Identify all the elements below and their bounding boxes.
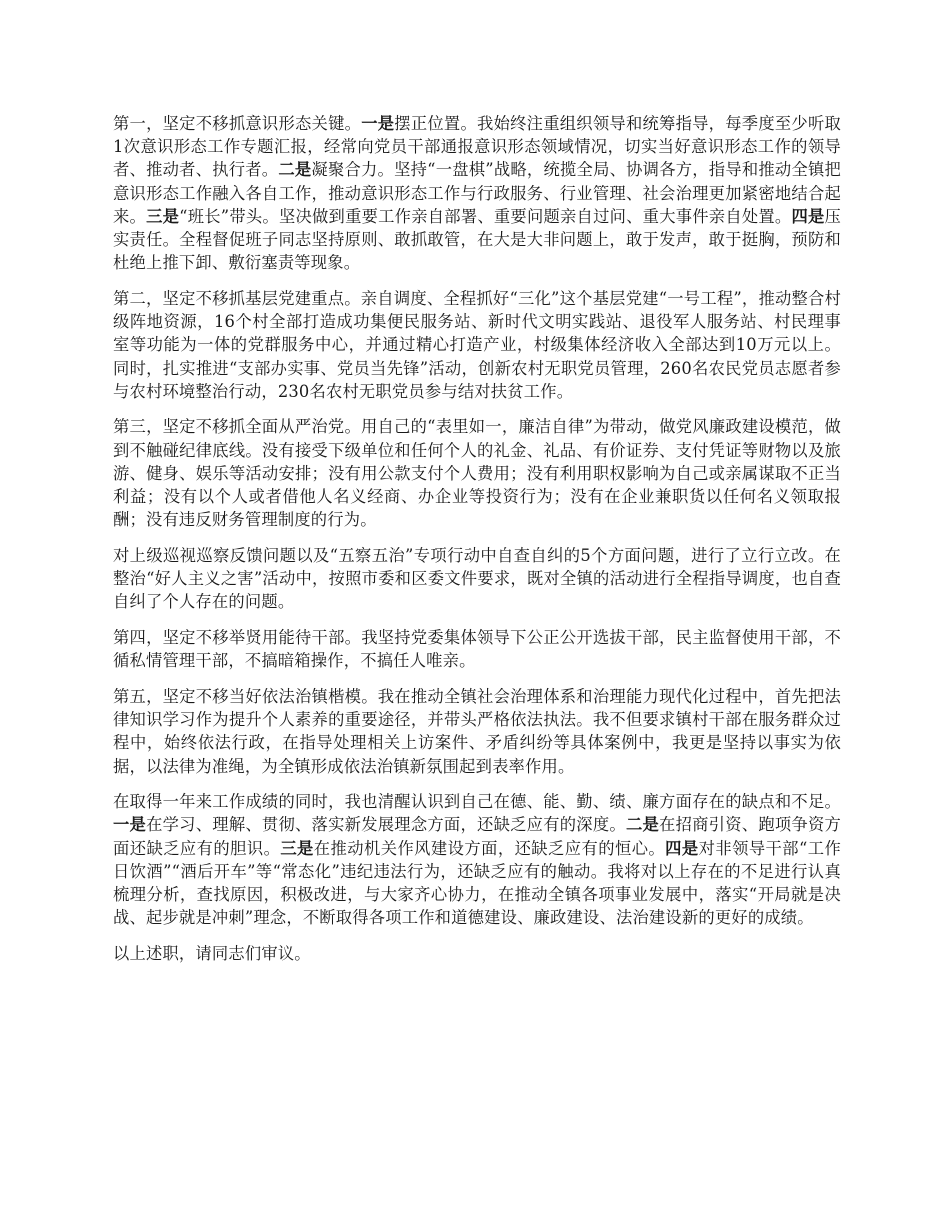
para-7-seg-7: 四是: [665, 838, 699, 858]
para-5-seg-0: 第四，坚定不移举贤用能待干部。我坚持党委集体领导下公正公开选拔干部，民主监督使用干部，不循私情管理干部，不搞暗箱操作，不搞任人唯亲。: [113, 628, 841, 671]
para-7-seg-1: 一是: [113, 815, 147, 835]
paragraph-ideology: [113, 112, 841, 274]
para-7-seg-5: 三是: [280, 838, 314, 858]
paragraph-shortcomings: [113, 790, 841, 929]
para-2-seg-0: 第二，坚定不移抓基层党建重点。亲自调度、全程抓好“三化”这个基层党建“一号工程”，推动整合村级阵地资源，16个村全部打造成功集便民服务站、新时代文明实践站、退役军人服务站、村民理事室等功能为一体的党群服务中心，并通过精心打造产业，村级集体经济收入全部达到10万元以上。同时，扎实推进“支部办实事、党员当先锋”活动，创新农村无职党员管理，260名农民党员志愿者参与农村环境整治行动，230名农村无职党员参与结对扶贫工作。: [113, 288, 841, 401]
document-body: [113, 112, 841, 978]
para-1-seg-0: 第一，坚定不移抓意识形态关键。: [113, 114, 362, 133]
para-1-seg-1: 一是: [361, 114, 395, 133]
para-7-seg-8: 对非领导干部“工作日饮酒”“酒后开车”等“常态化”违纪违法行为，还缺乏应有的触动。我将对以上存在的不足进行认真梳理分析，查找原因，积极改进，与大家齐心协力，在推动全镇各项事业发展中，落实“开局就是决战、起步就是冲刺”理念，不断取得各项工作和道德建设、廉政建设、法治建设新的更好的成绩。: [113, 838, 841, 928]
para-3-seg-0: 第三，坚定不移抓全面从严治党。用自己的“表里如一，廉洁自律”为带动，做党风廉政建设模范，做到不触碰纪律底线。没有接受下级单位和任何个人的礼金、礼品、有价证券、支付凭证等财物以及旅游、健身、娱乐等活动安排；没有用公款支付个人费用；没有利用职权影响为自己或亲属谋取不正当利益；没有以个人或者借他人名义经商、办企业等投资行为；没有在企业兼职货以任何名义领取报酬；没有违反财务管理制度的行为。: [113, 417, 841, 530]
paragraph-strict-governance: [113, 415, 841, 531]
paragraph-party-building: [113, 287, 841, 403]
para-7-seg-2: 在学习、理解、贯彻、落实新发展理念方面，还缺乏应有的深度。: [146, 815, 626, 835]
para-4-seg-0: 对上级巡视巡察反馈问题以及“五察五治”专项行动中自查自纠的5个方面问题，进行了立行立改。在整治“好人主义之害”活动中，按照市委和区委文件要求，既对全镇的活动进行全程指导调度，也自查自纠了个人存在的问题。: [113, 545, 841, 612]
paragraph-closing: [113, 942, 841, 965]
para-1-seg-6: “班长”带头。坚决做到重要工作亲自部署、重要问题亲自过问、重大事件亲自处置。: [179, 206, 792, 226]
para-7-seg-6: 在推动机关作风建设方面，还缺乏应有的恒心。: [313, 838, 666, 858]
para-1-seg-5: 三是: [146, 206, 180, 226]
para-1-seg-7: 四是: [791, 206, 825, 226]
para-8-seg-0: 以上述职，请同志们审议。: [113, 944, 311, 963]
para-7-seg-3: 二是: [625, 815, 660, 835]
paragraph-rule-of-law: [113, 685, 841, 778]
paragraph-cadre-selection: [113, 626, 841, 672]
para-1-seg-8: 压实责任。全程督促班子同志坚持原则、敢抓敢管，在大是大非问题上，敢于发声，敢于挺胸，预防和杜绝上推下卸、敷衍塞责等现象。: [113, 206, 842, 273]
paragraph-inspection-rectification: [113, 544, 841, 614]
para-1-seg-4: 凝聚合力。坚持“一盘棋”战略，统揽全局、协调各方，指导和推动全镇把意识形态工作融入各自工作，推动意识形态工作与行政服务、行业管理、社会治理更加紧密地结合起来。: [113, 160, 841, 226]
para-1-seg-3: 二是: [278, 160, 312, 180]
para-1-seg-2: 摆正位置。我始终注重组织领导和统筹指导，每季度至少听取1次意识形态工作专题汇报，经常向党员干部通报意识形态领域情况，切实当好意识形态工作的领导者、推动者、执行者。: [113, 114, 841, 180]
para-7-seg-0: 在取得一年来工作成绩的同时，我也清醒认识到自己在德、能、勤、绩、廉方面存在的缺点和不足。: [113, 792, 841, 812]
para-6-seg-0: 第五，坚定不移当好依法治镇楷模。我在推动全镇社会治理体系和治理能力现代化过程中，首先把法律知识学习作为提升个人素养的重要途径，并带头严格依法执法。我不但要求镇村干部在服务群众过程中，始终依法行政，在指导处理相关上访案件、矛盾纠纷等具体案例中，我更是坚持以事实为依据，以法律为准绳，为全镇形成依法治镇新氛围起到表率作用。: [113, 686, 841, 776]
para-7-seg-4: 在招商引资、跑项争资方面还缺乏应有的胆识。: [113, 815, 841, 858]
